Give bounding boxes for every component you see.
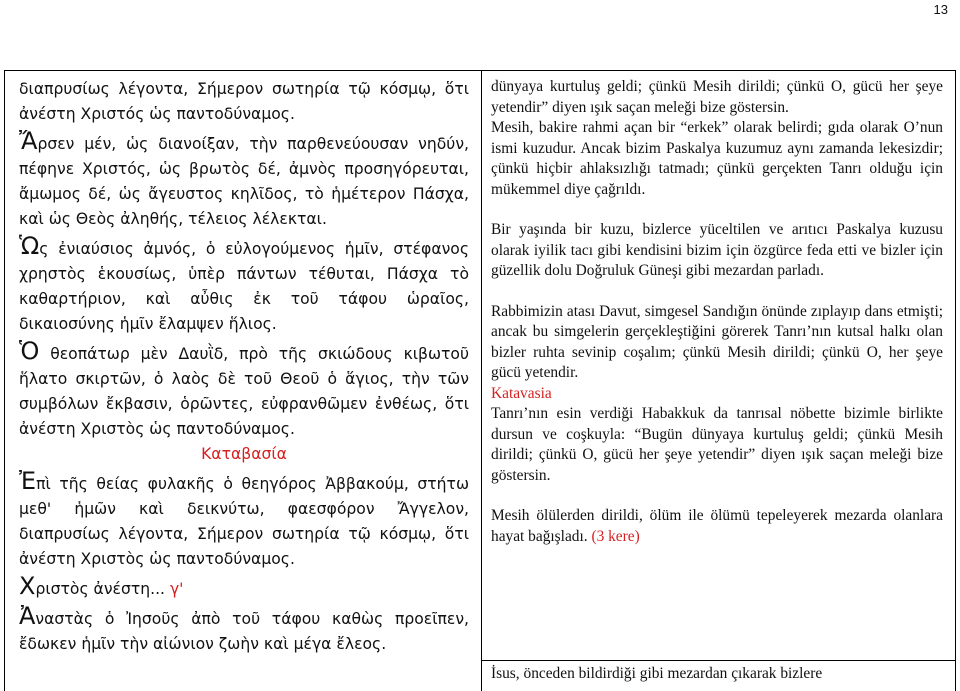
turkish-paragraph-7: İsus, önceden bildirdiği gibi mezardan çıkarak bizlere: [491, 665, 823, 682]
drop-initial: Ὡ: [19, 232, 40, 260]
greek-column: [19, 77, 469, 657]
page-number: 13: [933, 2, 948, 17]
turkish-paragraph-1: dünyaya kurtuluş geldi; çünkü Mesih dirildi; çünkü O, gücü her şeye yetendir” diyen ışık saçan meleği bize göstersin.: [491, 78, 943, 116]
turkish-katavasia-heading: Katavasia: [491, 384, 552, 402]
greek-paragraph-1: διαπρυσίως λέγοντα, Σήμερον σωτηρία τῷ κόσμῳ, ὅτι ἀνέστη Χριστός ὡς παντοδύναμος.: [19, 80, 469, 123]
liturgical-text-table: [4, 70, 956, 691]
greek-paragraph-5: [19, 469, 469, 572]
greek-paragraph-4-text: θεοπάτωρ μὲν Δαυῒδ, πρὸ τῆς σκιώδους κιβωτοῦ ἥλατο σκιρτῶν, ὁ λαὸς δὲ τοῦ Θεοῦ ὁ ἅγιος, τὴν τῶν συμβόλων ἔκβασιν, ὁρῶντες, εὐφρανθῶμεν ἐνθέως, ὅτι ἀνέστη Χριστὸς ὡς παντοδύναμος.: [19, 345, 469, 438]
greek-paragraph-2: [19, 129, 469, 232]
greek-paragraph-3: [19, 234, 469, 337]
drop-initial: Ὁ: [19, 337, 40, 365]
turkish-column: [491, 77, 943, 547]
turkish-paragraph-6-text: Mesih ölülerden dirildi, ölüm ile ölümü tepeleyerek mezarda olanlara hayat bağışladı.: [491, 507, 943, 545]
greek-paragraph-6: [19, 574, 469, 602]
greek-paragraph-7: [19, 604, 469, 657]
greek-paragraph-5-text: πὶ τῆς θείας φυλακῆς ὁ θεηγόρος Ἀββακούμ, στήτω μεθ' ἡμῶν καὶ δεικνύτω, φαεσφόρον Ἄγγελον, διαπρυσίως λέγοντα, Σήμερον σωτηρία τῷ κόσμῳ, ὅτι ἀνέστη Χριστὸς ὡς παντοδύναμος.: [19, 475, 469, 568]
tone-marker: γ': [165, 580, 184, 598]
drop-initial: Ἄ: [19, 127, 38, 155]
turkish-paragraph-2: Mesih, bakire rahmi açan bir “erkek” olarak belirdi; gıda olarak O’nun ismi kuzudur. Ancak bizim Paskalya kuzumuz aynı zamanda lekesizdir; çünkü hiçbir ahlaksızlığı tatmadı; çünkü gerçekten Tanrı olduğu için mükemmel diye çağrıldı.: [491, 119, 943, 198]
turkish-paragraph-5: Tanrı’nın esin verdiği Habakkuk da tanrısal nöbette bizimle birlikte dursun ve coşkuyla: “Bugün dünyaya kurtuluş geldi; çünkü Mesih dirildi; çünkü O, gücü her şeye yetendir” diyen ışık saçan meleği bize göstersin.: [491, 405, 943, 484]
next-row: [481, 660, 955, 691]
greek-katavasia-heading: Καταβασία: [201, 445, 287, 463]
turkish-paragraph-3: Bir yaşında bir kuzu, bizlerce yüceltilen ve arıtıcı Paskalya kuzusu olarak iyilik tacı gibi kendisini bizim için özgürce feda etti ve bizler için güzellik dolu Doğruluk Güneşi gibi mezardan parladı.: [491, 221, 943, 279]
greek-paragraph-7-text: ναστὰς ὁ Ἰησοῦς ἀπὸ τοῦ τάφου καθὼς προεῖπεν, ἔδωκεν ἡμῖν τὴν αἰώνιον ζωὴν καὶ μέγα ἔλεος.: [19, 610, 469, 653]
greek-paragraph-2-text: ρσεν μέν, ὡς διανοίξαν, τὴν παρθενεύουσαν νηδύν, πέφηνε Χριστός, ὡς βρωτὸς δέ, ἀμνὸς προσηγόρευται, ἄμωμος δέ, ὡς ἄγευστος κηλῖδος, τὸ ἡμέτερον Πάσχα, καὶ ὡς Θεὸς ἀληθής, τέλειος λέλεκται.: [19, 135, 469, 228]
greek-paragraph-6-text: ριστὸς ἀνέστη...: [35, 580, 165, 598]
turkish-paragraph-4: Rabbimizin atası Davut, simgesel Sandığın önünde zıplayıp dans etmişti; ancak bu simgelerin gerçekleştiğini görerek Tanrı’nın kutsal halkı olan bizler ruhta sevinip coşalım; çünkü Mesih dirildi; çünkü O, her şeye gücü yetendir.: [491, 302, 943, 381]
drop-initial: Ἐ: [19, 467, 37, 495]
drop-initial: Ἀ: [19, 602, 36, 630]
greek-paragraph-4: [19, 339, 469, 442]
column-divider: [481, 71, 482, 691]
drop-initial: Χ: [19, 572, 36, 600]
repeat-marker: (3 kere): [591, 527, 640, 545]
turkish-paragraph-6: [491, 506, 943, 547]
greek-paragraph-3-text: ς ἐνιαύσιος ἀμνός, ὁ εὐλογούμενος ἡμῖν, στέφανος χρηστὸς ἑκουσίως, ὑπὲρ πάντων τέθυται, Πάσχα τὸ καθαρτήριον, καὶ αὖθις ἐκ τοῦ τάφου ὡραῖος, δικαιοσύνης ἡμῖν ἔλαμψεν ἥλιος.: [19, 240, 469, 333]
